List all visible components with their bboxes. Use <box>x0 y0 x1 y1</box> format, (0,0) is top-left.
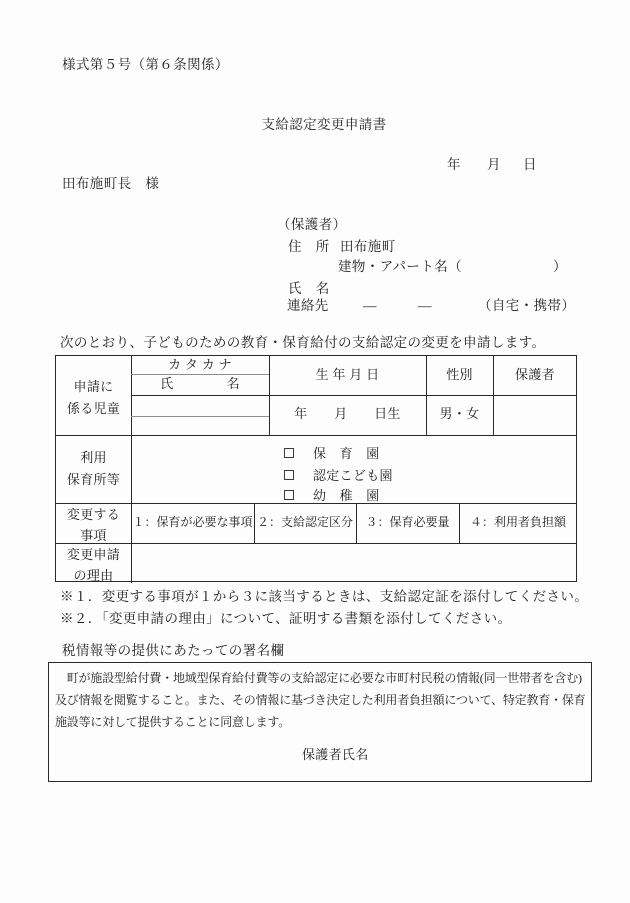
change-row-header-line1: 変更する <box>66 507 121 522</box>
birthdate-placeholder: 年 月 日生 <box>294 406 401 421</box>
application-table <box>55 355 577 582</box>
facility-row-header-line2: 保育所等 <box>66 472 121 487</box>
date-day-label: 日 <box>523 157 537 172</box>
child-row-header-line1: 申請に <box>73 379 114 394</box>
form-number: 様式第５号（第６条関係） <box>62 57 229 72</box>
guardian-input-cell <box>493 396 577 435</box>
change-item-3: ３：保育必要量 <box>365 515 450 529</box>
contact-dash-1: ― <box>363 298 377 313</box>
tax-consent-line1: 町が施設型給付費・地域型保育給付費等の支給認定に必要な市町村民税の情報(同一世帯者を含む) <box>55 671 582 685</box>
signature-label: 保護者氏名 <box>302 747 369 762</box>
intro-sentence: 次のとおり、子どものための教育・保育給付の支給認定の変更を申請します。 <box>60 335 546 350</box>
checkbox-hoikuen-icon <box>284 448 294 458</box>
tax-consent-line3: 施設等に対して提供することに同意します。 <box>55 715 291 729</box>
change-row-header-line2: 事項 <box>80 528 107 543</box>
reason-input-cell <box>131 543 577 583</box>
name-column-label: 氏 名 <box>160 376 240 391</box>
page-title: 支給認定変更申請書 <box>261 117 387 132</box>
contact-dash-2: ― <box>418 298 432 313</box>
facility-option-label: 幼 稚 園 <box>313 488 380 503</box>
contact-type-note: （自宅・携帯） <box>478 298 576 313</box>
change-item-2: ２：支給認定区分 <box>256 515 353 529</box>
change-item-4: ４：利用者負担額 <box>469 515 566 529</box>
katakana-label: カ タ カ ナ <box>168 357 232 372</box>
note-2: ※２．「変更申請の理由」について、証明する書類を添付してください。 <box>60 611 512 626</box>
facility-option-hoikuen <box>284 443 380 462</box>
katakana-input-cell <box>131 396 269 416</box>
building-paren-close: ） <box>553 259 567 274</box>
tax-consent-line2: 及び情報を閲覧すること。また、その情報に基づき決定した利用者負担額について、特定教育・保育 <box>55 693 586 707</box>
address-value: 田布施町 <box>340 239 396 254</box>
gender-label: 性別 <box>446 367 473 382</box>
birthdate-label: 生 年 月 日 <box>315 367 380 382</box>
tax-section-heading: 税情報等の提供にあたっての署名欄 <box>62 643 285 658</box>
guardian-heading: （保護者） <box>277 217 347 232</box>
facility-option-label: 認定こども園 <box>313 468 393 483</box>
guardian-name-label: 氏 名 <box>288 281 330 296</box>
table-line <box>131 374 269 375</box>
tax-consent-box <box>48 662 592 782</box>
change-item-1: １：保育が必要な事項 <box>132 515 253 529</box>
child-row-header-line2: 係る児童 <box>66 401 121 416</box>
facility-option-label: 保 育 園 <box>313 446 380 461</box>
name-input-cell <box>131 417 269 435</box>
gender-options: 男・女 <box>439 406 480 421</box>
guardian-column-label: 保護者 <box>515 367 555 382</box>
facility-option-nintei-kodomoen <box>284 465 393 484</box>
note-1: ※１．変更する事項が１から３に該当するときは、支給認定証を添付してください。 <box>60 589 589 604</box>
address-label: 住 所 <box>288 239 330 254</box>
reason-row-header-line2: の理由 <box>73 568 114 583</box>
date-month-label: 月 <box>487 157 501 172</box>
facility-option-youchien <box>284 485 380 504</box>
checkbox-nintei-kodomoen-icon <box>284 470 294 480</box>
facility-row-header-line1: 利用 <box>80 450 107 465</box>
contact-label: 連絡先 <box>287 298 329 313</box>
building-name-label: 建物・アパート名（ <box>338 259 463 274</box>
checkbox-youchien-icon <box>284 490 294 500</box>
addressee: 田布施町長 様 <box>62 176 160 191</box>
table-line <box>56 435 577 436</box>
date-year-label: 年 <box>447 157 461 172</box>
reason-row-header-line1: 変更申請 <box>66 547 121 562</box>
